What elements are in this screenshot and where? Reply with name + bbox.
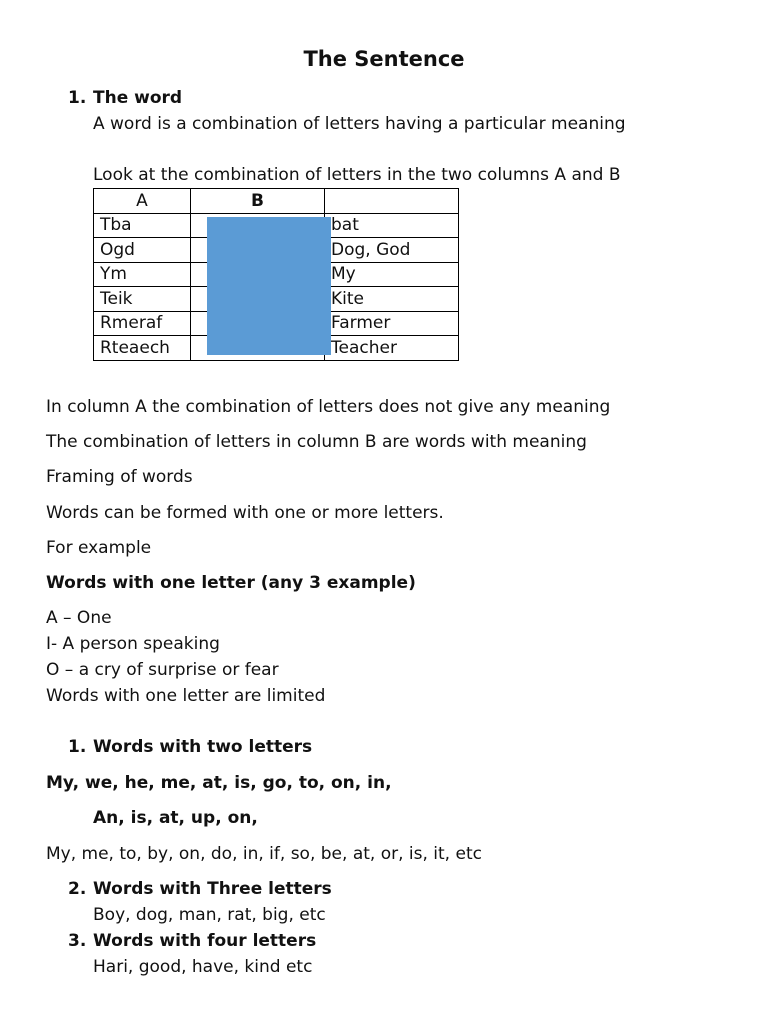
paragraph-framing: Framing of words bbox=[46, 467, 193, 487]
paragraph-column-b: The combination of letters in column B are words with meaning bbox=[46, 432, 587, 452]
three-letter-examples: Boy, dog, man, rat, big, etc bbox=[93, 905, 326, 925]
table-header-row bbox=[94, 189, 459, 214]
three-letter-heading: Words with Three letters bbox=[93, 879, 332, 899]
cell-b: My bbox=[325, 262, 459, 287]
page-title: The Sentence bbox=[303, 47, 465, 71]
cell-a: Rteaech bbox=[94, 336, 191, 361]
cell-b: Dog, God bbox=[325, 238, 459, 263]
cell-a: Ym bbox=[94, 262, 191, 287]
cell-a: Ogd bbox=[94, 238, 191, 263]
paragraph-formed: Words can be formed with one or more letters. bbox=[46, 503, 444, 523]
one-letter-item: O – a cry of surprise or fear bbox=[46, 660, 279, 680]
column-b-header: B bbox=[191, 189, 325, 214]
column-extra-header bbox=[325, 189, 459, 214]
two-letter-bold-line: My, we, he, me, at, is, go, to, on, in, bbox=[46, 773, 392, 793]
one-letter-item: I- A person speaking bbox=[46, 634, 220, 654]
list-number: 2. bbox=[68, 879, 87, 899]
highlight-box bbox=[207, 217, 331, 355]
section-number: 1. bbox=[68, 88, 87, 108]
paragraph-column-a: In column A the combination of letters does not give any meaning bbox=[46, 397, 611, 417]
cell-b: bat bbox=[325, 213, 459, 238]
cell-b: Farmer bbox=[325, 311, 459, 336]
two-letter-bold-line: An, is, at, up, on, bbox=[93, 808, 258, 828]
two-letter-heading: Words with two letters bbox=[93, 737, 313, 757]
two-letter-plain-line: My, me, to, by, on, do, in, if, so, be, at, or, is, it, etc bbox=[46, 844, 482, 864]
section-heading: The word bbox=[93, 88, 183, 108]
word-definition: A word is a combination of letters having a particular meaning bbox=[93, 114, 626, 134]
one-letter-heading: Words with one letter (any 3 example) bbox=[46, 573, 416, 593]
list-number: 1. bbox=[68, 737, 87, 757]
table-intro: Look at the combination of letters in the two columns A and B bbox=[93, 165, 621, 185]
one-letter-item: A – One bbox=[46, 608, 112, 628]
column-a-header: A bbox=[94, 189, 191, 214]
cell-a: Tba bbox=[94, 213, 191, 238]
one-letter-note: Words with one letter are limited bbox=[46, 686, 326, 706]
cell-a: Rmeraf bbox=[94, 311, 191, 336]
cell-b: Teacher bbox=[325, 336, 459, 361]
four-letter-examples: Hari, good, have, kind etc bbox=[93, 957, 313, 977]
paragraph-example: For example bbox=[46, 538, 152, 558]
cell-a: Teik bbox=[94, 287, 191, 312]
list-number: 3. bbox=[68, 931, 87, 951]
four-letter-heading: Words with four letters bbox=[93, 931, 317, 951]
cell-b: Kite bbox=[325, 287, 459, 312]
